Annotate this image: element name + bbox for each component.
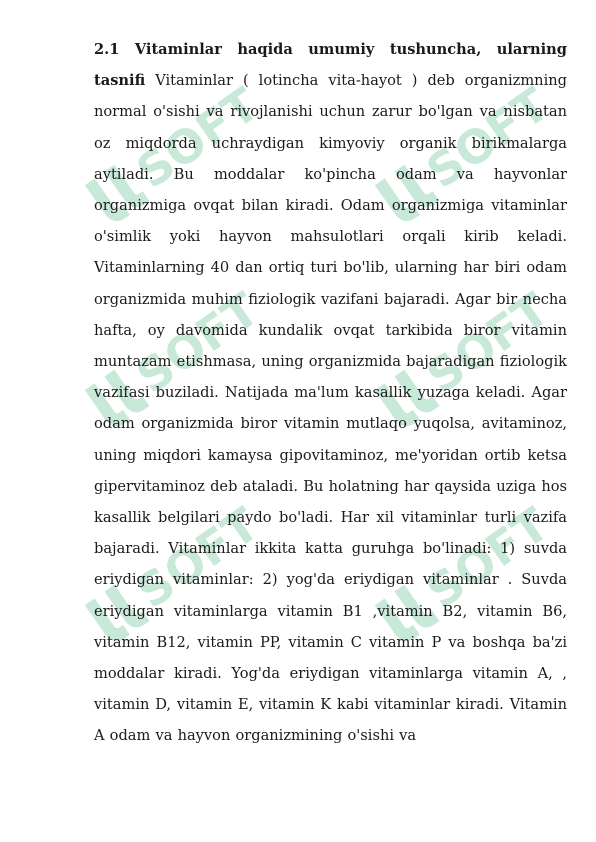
body-text: Vitaminlar ( lotincha vita-hayot ) deb organizmning normal o'sishi va rivojlanishi uchun zarur bo'lgan va nisbatan oz miqdorda uchraydigan kimyoviy organik birikmalarga aytiladi. Bu moddalar ko'pincha odam va hayvonlar organizmiga ovqat bilan kiradi. Odam organizmiga vitaminlar o'simlik yoki hayvon mahsulotlari orqali kirib keladi. Vitaminlarning 40 dan ortiq turi bo'lib, ularning har biri odam organizmida muhim fiziologik vazifani bajaradi. Agar bir necha hafta, oy davomida kundalik ovqat tarkibida biror vitamin muntazam etishmasa, uning organizmida bajaradigan fiziologik vazifasi buziladi. Natijada ma'lum kasallik yuzaga keladi. Agar odam organizmida biror vitamin mutlaqo yuqolsa, avitaminoz, uning miqdori kamaysa gipovitaminoz, me'yoridan ortib ketsa gipervitaminoz deb ataladi. Bu holatning har qaysida uziga hos kasallik belgilari paydo bo'ladi. Har xil vitaminlar turli vazifa bajaradi. Vitaminlar ikkita katta guruhga bo'linadi: 1) suvda eriydigan vitaminlar: 2) yog'da eriydigan vitaminlar . Suvda eriydigan vitaminlarga vitamin B1 ,vitamin B2, vitamin B6, vitamin B12, vitamin PP, vitamin C vitamin P va boshqa ba'zi moddalar kiradi. Yog'da eriydigan vitaminlarga vitamin A, , vitamin D, vitamin E, vitamin K kabi vitaminlar kiradi. Vitamin A odam va hayvon organizmining o'sishi va	[94, 72, 567, 745]
section-heading: 2.1 Vitaminlar haqida umumiy tushuncha, ularning tasnifi	[94, 41, 567, 90]
document-body	[94, 34, 567, 752]
svg-text:SOFT: SOFT	[416, 77, 559, 199]
svg-text:SOFT: SOFT	[126, 497, 269, 619]
svg-text:SOFT: SOFT	[416, 497, 559, 619]
svg-text:SOFT: SOFT	[126, 282, 269, 404]
svg-text:SOFT: SOFT	[126, 77, 269, 199]
svg-text:SOFT: SOFT	[416, 282, 559, 404]
paragraph	[94, 34, 567, 752]
